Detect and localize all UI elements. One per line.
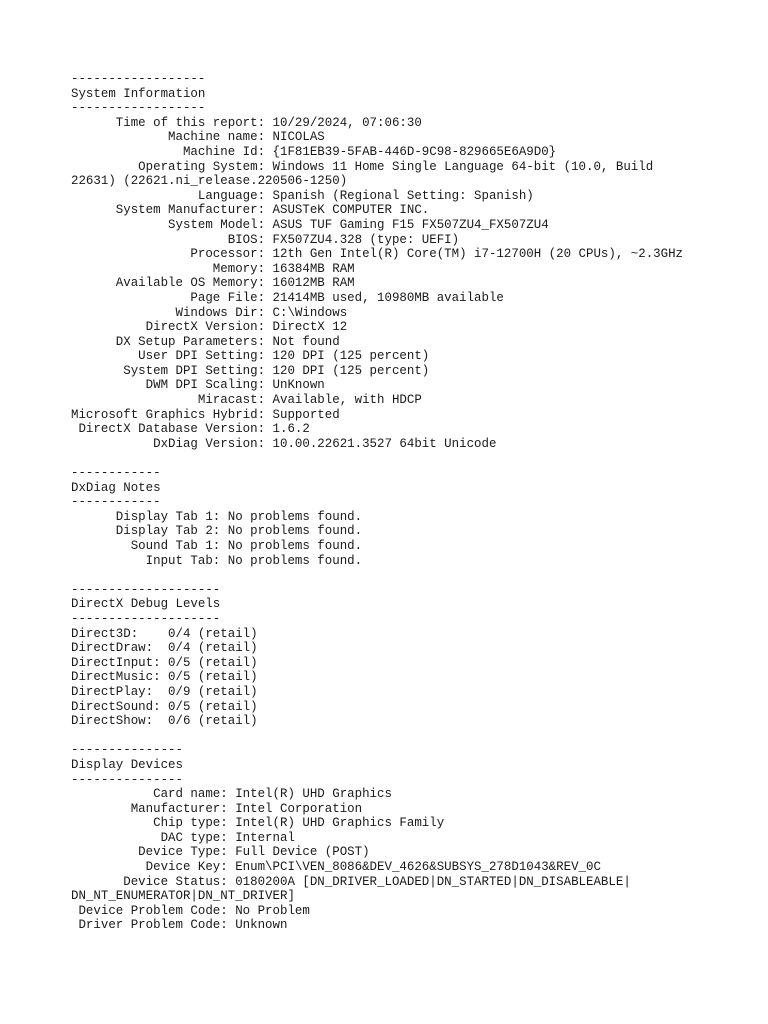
report-line: ---------------	[71, 743, 183, 758]
report-line: Machine name: NICOLAS	[71, 130, 325, 145]
report-line: Manufacturer: Intel Corporation	[71, 801, 363, 816]
dxdiag-report-page	[71, 72, 761, 933]
report-line: Page File: 21414MB used, 10980MB available	[71, 290, 504, 305]
report-line: Time of this report: 10/29/2024, 07:06:30	[71, 115, 422, 130]
report-line: 22631) (22621.ni_release.220506-1250)	[71, 174, 348, 189]
report-line: Sound Tab 1: No problems found.	[71, 539, 363, 553]
report-line: Input Tab: No problems found.	[71, 553, 363, 568]
report-line: DirectX Version: DirectX 12	[71, 320, 348, 335]
report-line: System DPI Setting: 120 DPI (125 percent)	[71, 363, 430, 378]
report-text-body	[71, 72, 761, 933]
report-line: ---------------	[71, 772, 183, 787]
report-line: ------------------	[71, 101, 206, 116]
report-line: Direct3D: 0/4 (retail)	[71, 626, 258, 641]
report-line: ------------	[71, 466, 161, 481]
report-line: DirectShow: 0/6 (retail)	[71, 714, 258, 729]
report-line: Machine Id: {1F81EB39-5FAB-446D-9C98-829665E6A9D0}	[71, 144, 557, 159]
report-line: Device Key: Enum\PCI\VEN_8086&DEV_4626&SUBSYS_278D1043&REV_0C	[71, 860, 601, 875]
report-line: Driver Problem Code: Unknown	[71, 918, 288, 933]
blank-line	[71, 729, 761, 744]
report-line: Display Devices	[71, 757, 183, 772]
report-line: DN_NT_ENUMERATOR|DN_NT_DRIVER]	[71, 889, 295, 904]
report-line: Windows Dir: C:\Windows	[71, 305, 348, 320]
report-line: Microsoft Graphics Hybrid: Supported	[71, 407, 340, 422]
report-line: DirectX Debug Levels	[71, 597, 221, 612]
report-line: BIOS: FX507ZU4.328 (type: UEFI)	[71, 232, 460, 247]
report-line: DxDiag Notes	[71, 480, 161, 495]
report-line: ------------	[71, 495, 161, 510]
report-line: System Manufacturer: ASUSTeK COMPUTER INC.	[71, 203, 430, 218]
report-line: Device Problem Code: No Problem	[71, 903, 310, 918]
report-line: DX Setup Parameters: Not found	[71, 334, 340, 349]
report-line: DirectMusic: 0/5 (retail)	[71, 670, 258, 685]
report-line: ------------------	[71, 72, 206, 86]
report-line: Chip type: Intel(R) UHD Graphics Family	[71, 816, 445, 831]
report-line: Device Status: 0180200A [DN_DRIVER_LOADED|DN_STARTED|DN_DISABLEABLE|	[71, 874, 631, 889]
report-line: --------------------	[71, 582, 221, 597]
report-line: Miracast: Available, with HDCP	[71, 393, 422, 408]
report-line: DirectSound: 0/5 (retail)	[71, 699, 258, 714]
blank-line	[71, 568, 761, 583]
report-line: Display Tab 2: No problems found.	[71, 524, 363, 539]
report-line: DAC type: Internal	[71, 830, 295, 845]
report-line: DxDiag Version: 10.00.22621.3527 64bit Unicode	[71, 436, 497, 451]
blank-line	[71, 451, 761, 466]
report-line: Memory: 16384MB RAM	[71, 261, 355, 276]
report-line: DWM DPI Scaling: UnKnown	[71, 378, 325, 393]
report-line: DirectPlay: 0/9 (retail)	[71, 684, 258, 699]
report-line: --------------------	[71, 611, 221, 626]
report-line: DirectX Database Version: 1.6.2	[71, 422, 310, 437]
report-line: Language: Spanish (Regional Setting: Spanish)	[71, 188, 534, 203]
report-line: DirectInput: 0/5 (retail)	[71, 655, 258, 670]
report-line: Available OS Memory: 16012MB RAM	[71, 276, 355, 291]
report-line: User DPI Setting: 120 DPI (125 percent)	[71, 349, 430, 364]
report-line: Display Tab 1: No problems found.	[71, 509, 363, 524]
report-line: DirectDraw: 0/4 (retail)	[71, 641, 258, 656]
report-line: System Information	[71, 86, 206, 101]
report-line: Processor: 12th Gen Intel(R) Core(TM) i7-12700H (20 CPUs), ~2.3GHz	[71, 247, 684, 262]
report-line: Device Type: Full Device (POST)	[71, 845, 370, 860]
report-line: Operating System: Windows 11 Home Single Language 64-bit (10.0, Build	[71, 159, 654, 174]
report-line: Card name: Intel(R) UHD Graphics	[71, 787, 392, 802]
report-line: System Model: ASUS TUF Gaming F15 FX507ZU4_FX507ZU4	[71, 217, 549, 232]
